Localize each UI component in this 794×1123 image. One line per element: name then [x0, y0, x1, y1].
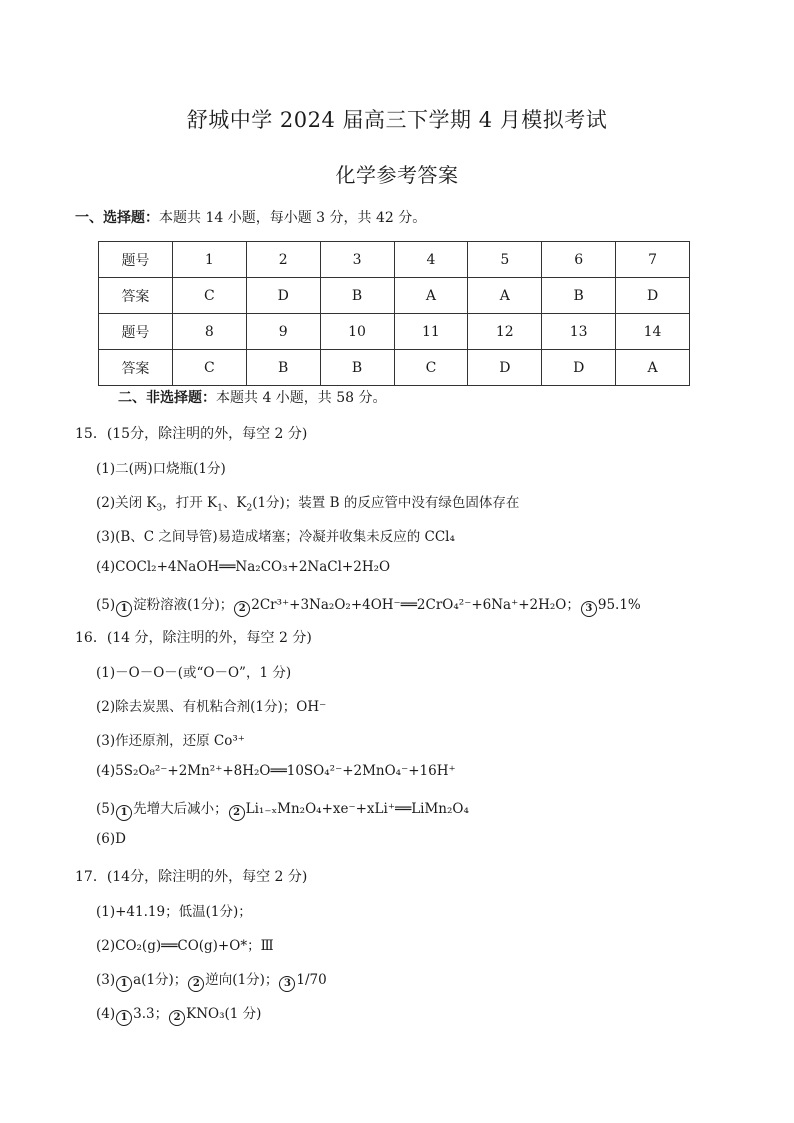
- q17-line-4-part-1: 3.3；: [133, 1006, 169, 1022]
- circled-1-marker: 1: [116, 805, 132, 821]
- q15-line-2-part-c: 、K: [222, 495, 247, 511]
- section-1-label: 一、选择题：: [75, 210, 159, 226]
- table-cell: 14: [616, 314, 690, 350]
- table-cell: 2: [246, 242, 320, 278]
- q15-line-1: (1)二(两)口烧瓶(1分): [96, 461, 226, 477]
- q16-line-5: [96, 797, 469, 821]
- q15-line-5-prefix: (5): [96, 597, 116, 613]
- q16-line-3: (3)作还原剂，还原 Co³⁺: [96, 733, 245, 749]
- page-title: 舒城中学 2024 届高三下学期 4 月模拟考试: [186, 108, 608, 132]
- section-1-heading: [75, 207, 426, 227]
- table-cell: D: [616, 278, 690, 314]
- q15-line-2-part-a: (2)关闭 K: [96, 495, 157, 511]
- k1-subscript: 1: [217, 503, 223, 514]
- q17-line-3-part-1: a(1分)；: [133, 972, 188, 988]
- q15-line-5: [96, 593, 641, 617]
- answer-table: [98, 241, 690, 386]
- table-cell: A: [616, 350, 690, 386]
- section-1-desc: 本题共 14 小题，每小题 3 分，共 42 分。: [159, 210, 427, 226]
- section-2-desc: 本题共 4 小题，共 58 分。: [216, 390, 387, 406]
- q16-line-5-part-1: 先增大后减小；: [133, 801, 228, 817]
- table-row: [99, 242, 690, 278]
- table-row: [99, 314, 690, 350]
- table-cell: C: [172, 278, 246, 314]
- circled-3-marker: 3: [581, 601, 597, 617]
- table-row-header-cell: 答案: [99, 350, 173, 386]
- q16-line-1: (1)－O－O－(或“O－O”，1 分): [96, 665, 292, 681]
- circled-2-marker: 2: [234, 601, 250, 617]
- table-row: [99, 350, 690, 386]
- q17-line-3-prefix: (3): [96, 972, 116, 988]
- table-cell: C: [172, 350, 246, 386]
- table-cell: 8: [172, 314, 246, 350]
- q16-line-6: (6)D: [96, 831, 126, 847]
- table-cell: 6: [542, 242, 616, 278]
- table-cell: B: [542, 278, 616, 314]
- table-cell: 3: [320, 242, 394, 278]
- q16-line-5-part-2: Li₁₋ₓMn₂O₄+xe⁻+xLi⁺══LiMn₂O₄: [245, 801, 469, 817]
- table-cell: 10: [320, 314, 394, 350]
- q16-header: 16．(14 分，除注明的外，每空 2 分): [75, 630, 312, 646]
- circled-2-marker: 2: [229, 805, 245, 821]
- table-cell: B: [320, 350, 394, 386]
- q17-line-3-part-2: 逆向(1分)；: [205, 972, 279, 988]
- table-cell: 12: [468, 314, 542, 350]
- circled-1-marker: 1: [116, 601, 132, 617]
- q15-line-2: [96, 491, 520, 514]
- table-cell: D: [468, 350, 542, 386]
- table-cell: C: [394, 350, 468, 386]
- q17-line-4-prefix: (4): [96, 1006, 116, 1022]
- q15-line-5-part-3: 95.1%: [597, 597, 641, 613]
- section-2-label: 二、非选择题：: [118, 390, 216, 406]
- q15-line-4: (4)COCl₂+4NaOH══Na₂CO₃+2NaCl+2H₂O: [96, 559, 391, 575]
- q15-header: 15．(15分，除注明的外，每空 2 分): [75, 426, 308, 442]
- k2-subscript: 2: [246, 503, 253, 514]
- q17-line-4: [96, 1002, 261, 1026]
- q17-line-2: (2)CO₂(g)══CO(g)+O*；Ⅲ: [96, 938, 274, 954]
- table-cell: 5: [468, 242, 542, 278]
- table-cell: A: [468, 278, 542, 314]
- table-cell: B: [246, 350, 320, 386]
- circled-1-marker: 1: [116, 1010, 132, 1026]
- table-row-header-cell: 题号: [99, 242, 173, 278]
- q15-line-5-part-1: 淀粉溶液(1分)；: [133, 597, 234, 613]
- page-subtitle: 化学参考答案: [335, 163, 459, 187]
- q17-line-3-part-3: 1/70: [296, 972, 327, 988]
- q15-line-5-part-2: 2Cr³⁺+3Na₂O₂+4OH⁻══2CrO₄²⁻+6Na⁺+2H₂O；: [251, 597, 580, 613]
- q17-line-3: [96, 968, 327, 992]
- table-row-header-cell: 题号: [99, 314, 173, 350]
- q17-line-1: (1)+41.19；低温(1分)；: [96, 904, 252, 920]
- q15-line-2-part-b: ，打开 K: [162, 495, 218, 511]
- circled-3-marker: 3: [279, 976, 295, 992]
- table-cell: D: [542, 350, 616, 386]
- table-cell: 7: [616, 242, 690, 278]
- q16-line-5-prefix: (5): [96, 801, 116, 817]
- circled-2-marker: 2: [188, 976, 204, 992]
- q17-line-4-part-2: KNO₃(1 分): [186, 1006, 262, 1022]
- table-cell: D: [246, 278, 320, 314]
- table-cell: 1: [172, 242, 246, 278]
- table-cell: 13: [542, 314, 616, 350]
- table-cell: B: [320, 278, 394, 314]
- q16-line-4: (4)5S₂O₈²⁻+2Mn²⁺+8H₂O══10SO₄²⁻+2MnO₄⁻+16H⁺: [96, 763, 456, 779]
- table-cell: 4: [394, 242, 468, 278]
- q15-line-3: (3)(B、C 之间导管)易造成堵塞；冷凝并收集未反应的 CCl₄: [96, 529, 455, 545]
- circled-2-marker: 2: [169, 1010, 185, 1026]
- table-cell: 9: [246, 314, 320, 350]
- circled-1-marker: 1: [116, 976, 132, 992]
- k3-subscript: 3: [156, 503, 163, 514]
- section-2-heading: [118, 387, 387, 407]
- q17-header: 17．(14分，除注明的外，每空 2 分): [75, 869, 308, 885]
- table-row-header-cell: 答案: [99, 278, 173, 314]
- q16-line-2: (2)除去炭黑、有机粘合剂(1分)；OH⁻: [96, 699, 327, 715]
- q15-line-2-part-d: (1分)；装置 B 的反应管中没有绿色固体存在: [252, 495, 520, 511]
- table-row: [99, 278, 690, 314]
- table-cell: A: [394, 278, 468, 314]
- table-cell: 11: [394, 314, 468, 350]
